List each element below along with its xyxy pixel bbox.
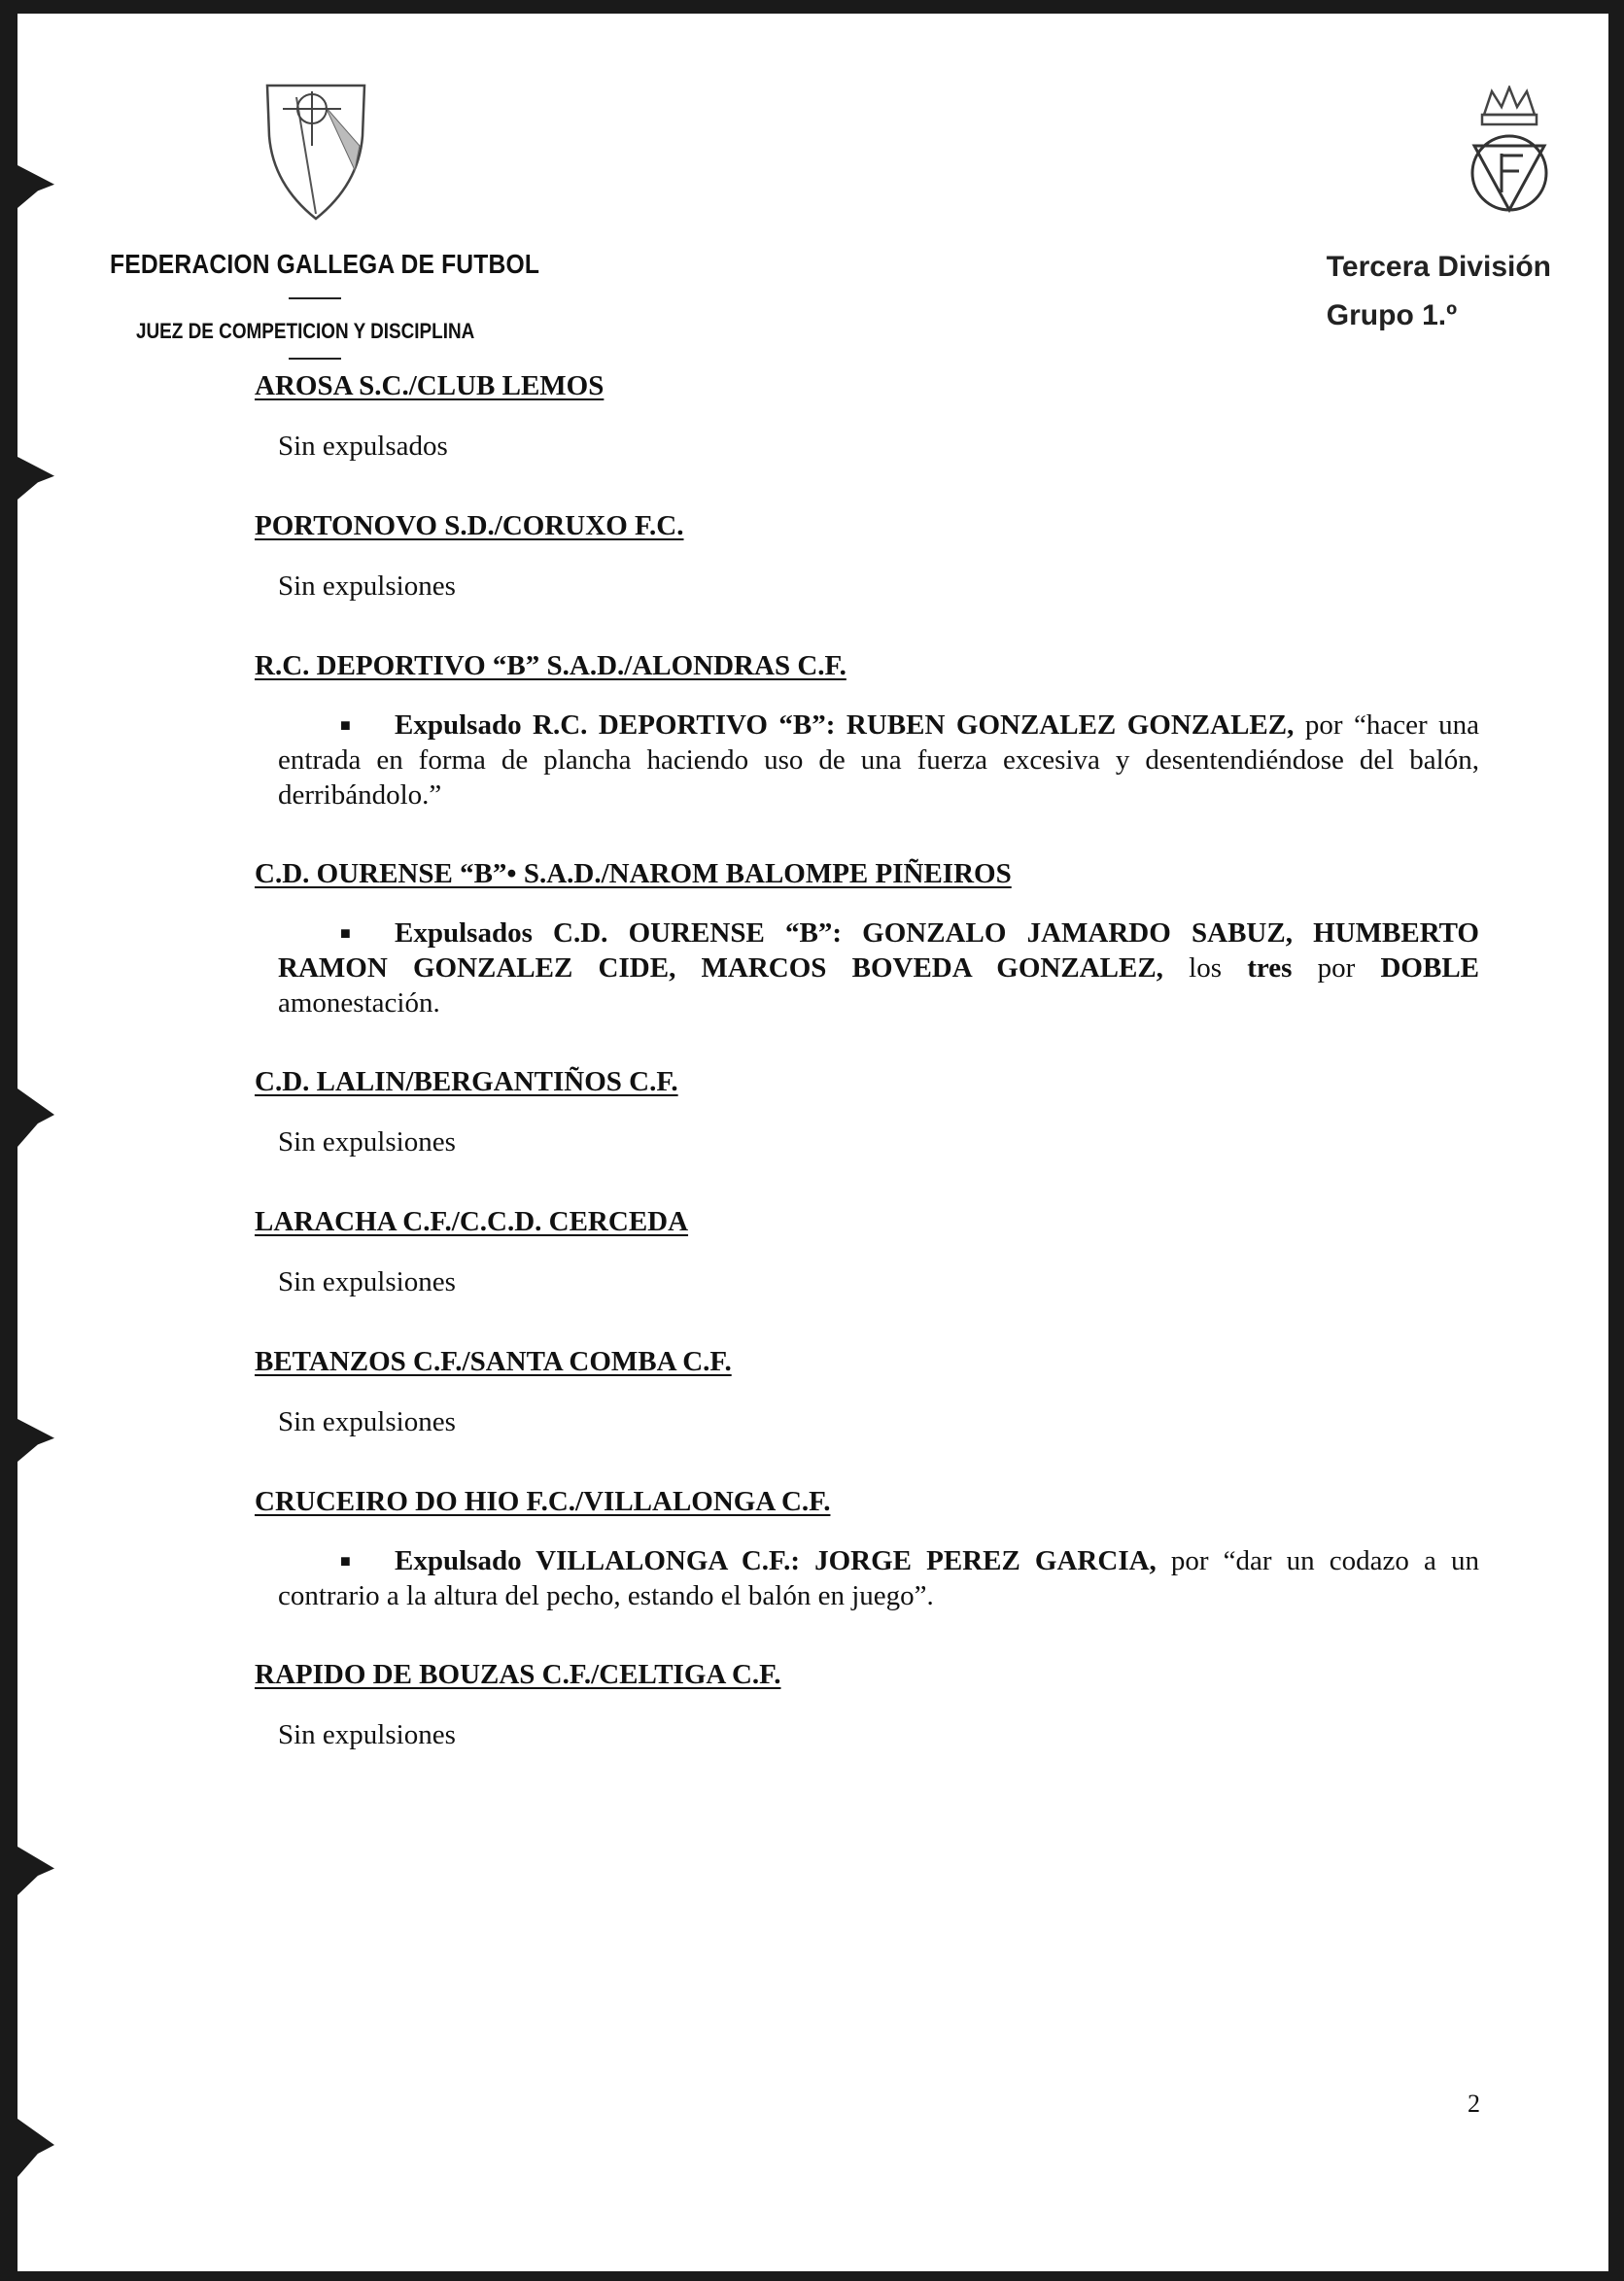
match-title: R.C. DEPORTIVO “B” S.A.D./ALONDRAS C.F. bbox=[255, 650, 847, 681]
square-bullet-icon: ■ bbox=[340, 715, 351, 735]
expulsion-entry bbox=[278, 1543, 1479, 1613]
expulsion-lead: Expulsados C.D. OURENSE “B”: GONZALO JAMARDO SABUZ, HUMBERTO RAMON GONZALEZ CIDE, MARCOS BOVEDA GONZALEZ, bbox=[278, 917, 1479, 984]
expulsion-lead: Expulsado VILLALONGA C.F.: JORGE PEREZ GARCIA, bbox=[395, 1545, 1157, 1576]
expulsion-entry bbox=[278, 916, 1479, 1020]
match-title: C.D. LALIN/BERGANTIÑOS C.F. bbox=[255, 1066, 678, 1097]
expulsion-text: los bbox=[1162, 952, 1248, 984]
match-title: RAPIDO DE BOUZAS C.F./CELTIGA C.F. bbox=[255, 1659, 781, 1690]
department-name: JUEZ DE COMPETICION Y DISCIPLINA bbox=[136, 319, 475, 343]
page-number: 2 bbox=[1468, 2090, 1480, 2118]
expulsion-reason: por “dar un codazo a un contrario a la altura del pecho, estando el balón en juego”. bbox=[278, 1545, 1479, 1611]
match-title: C.D. OURENSE “B”• S.A.D./NAROM BALOMPE PIÑEIROS bbox=[255, 858, 1012, 889]
expulsion-lead: Expulsado R.C. DEPORTIVO “B”: RUBEN GONZALEZ GONZALEZ, bbox=[395, 709, 1295, 741]
match-note: Sin expulsiones bbox=[278, 570, 456, 602]
division-name: Tercera División bbox=[1326, 251, 1551, 283]
match-title: AROSA S.C./CLUB LEMOS bbox=[255, 370, 605, 401]
galician-federation-shield-icon bbox=[258, 78, 374, 224]
match-title: PORTONOVO S.D./CORUXO F.C. bbox=[255, 510, 684, 541]
organization-name: FEDERACION GALLEGA DE FUTBOL bbox=[110, 249, 540, 279]
square-bullet-icon: ■ bbox=[340, 1551, 351, 1571]
expulsion-emphasis: DOBLE bbox=[1380, 952, 1480, 984]
match-title: BETANZOS C.F./SANTA COMBA C.F. bbox=[255, 1346, 732, 1377]
expulsion-text: por bbox=[1292, 952, 1381, 984]
square-bullet-icon: ■ bbox=[340, 923, 351, 943]
match-note: Sin expulsiones bbox=[278, 1719, 456, 1750]
match-note: Sin expulsiones bbox=[278, 1266, 456, 1297]
group-name: Grupo 1.º bbox=[1326, 299, 1458, 331]
match-title: CRUCEIRO DO HIO F.C./VILLALONGA C.F. bbox=[255, 1486, 831, 1517]
expulsion-reason: por “hacer una entrada en forma de plancha haciendo uso de una fuerza excesiva y desentendiéndose del balón, derribándolo.” bbox=[278, 709, 1479, 811]
header-rule bbox=[289, 297, 341, 299]
expulsion-emphasis: tres bbox=[1247, 952, 1293, 984]
expulsion-entry bbox=[278, 708, 1479, 812]
division-label bbox=[1327, 243, 1551, 340]
match-note: Sin expulsiones bbox=[278, 1126, 456, 1158]
match-note: Sin expulsiones bbox=[278, 1406, 456, 1437]
spanish-federation-crest-icon bbox=[1463, 86, 1555, 222]
header-rule bbox=[289, 358, 341, 360]
expulsion-text: amonestación. bbox=[278, 987, 440, 1019]
match-list bbox=[255, 367, 1479, 1753]
match-title: LARACHA C.F./C.C.D. CERCEDA bbox=[255, 1206, 689, 1237]
match-note: Sin expulsados bbox=[278, 431, 448, 462]
